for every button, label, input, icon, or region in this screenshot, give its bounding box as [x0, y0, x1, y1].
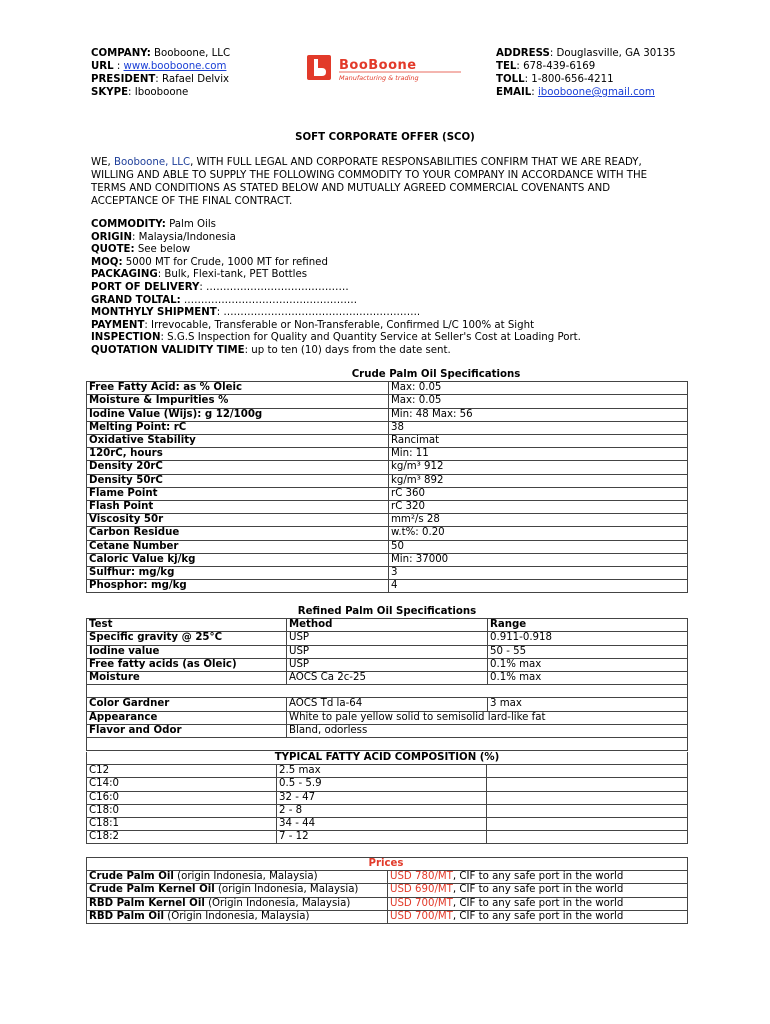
refined-spec-table	[86, 606, 688, 751]
header-right	[496, 47, 676, 99]
website-link[interactable]: www.booboone.com	[123, 61, 227, 72]
table-row: Specific gravity @ 25°C USP 0.911-0.918	[87, 632, 688, 645]
crude-spec-table	[86, 369, 688, 593]
grand-total-line: GRAND TOLTAL: ……………………………………………	[91, 294, 358, 306]
table-row: Color Gardner AOCS Td la-64 3 max	[87, 698, 688, 711]
table-row	[87, 369, 688, 382]
table-row: Oxidative Stability Rancimat	[87, 435, 688, 448]
table-row: Melting Point: rC 38	[87, 421, 688, 434]
table-row: C18:2 7 - 12	[87, 831, 688, 844]
table-row: C18:0 2 - 8	[87, 804, 688, 817]
table-row	[87, 858, 688, 871]
table-row: Density 50rC kg/m³ 892	[87, 474, 688, 487]
table-row: C16:0 32 - 47	[87, 791, 688, 804]
origin-line: ORIGIN: Malaysia/Indonesia	[91, 231, 236, 243]
intro-paragraph: WE, Booboone, LLC, WITH FULL LEGAL AND CORPORATE RESPONSABILITIES CONFIRM THAT WE ARE READY, WILLING AND ABLE TO SUPPLY THE FOLLOWING COMMODITY TO YOUR COMPANY IN ACCORDANCE WITH THE TERMS AND CONDITIONS AS STATED BELOW AND MUTUALLY AGREED COMMERCIAL COVENANTS AND ACCEPTANCE OF THE FINAL CONTRACT.	[91, 157, 648, 207]
price-value: USD 700/MT	[390, 910, 453, 922]
company-line: COMPANY: Booboone, LLC	[91, 48, 231, 59]
table-row: Phosphor: mg/kg 4	[87, 580, 688, 593]
table-row: RBD Palm Kernel Oil (Origin Indonesia, Malaysia) USD 700/MT, CIF to any safe port in the world	[87, 897, 688, 910]
table-row: Flavor and Odor Bland, odorless	[87, 724, 688, 737]
email-line: EMAIL: ibooboone@gmail.com	[496, 87, 655, 98]
address-line: ADDRESS: Douglasville, GA 30135	[496, 48, 676, 59]
price-value: USD 780/MT	[390, 871, 453, 883]
header-left	[91, 47, 230, 99]
table-row: Flame Point rC 360	[87, 487, 688, 500]
table-row: C14:0 0.5 - 5.9	[87, 778, 688, 791]
page-title: SOFT CORPORATE OFFER (SCO)	[295, 132, 475, 143]
table-row: Flash Point rC 320	[87, 501, 688, 514]
table-row: 120rC, hours Min: 11	[87, 448, 688, 461]
quote-line: QUOTE: See below	[91, 244, 191, 256]
url-line: URL : www.booboone.com	[91, 61, 227, 72]
table-row: Moisture AOCS Ca 2c-25 0.1% max	[87, 672, 688, 685]
inspection-line: INSPECTION: S.G.S Inspection for Quality and Quantity Service at Seller's Cost at Loading Port.	[91, 332, 581, 344]
tel-line: TEL: 678-439-6169	[496, 61, 596, 72]
port-line: PORT OF DELIVERY: ……………………………………	[91, 281, 349, 293]
price-value: USD 700/MT	[390, 897, 453, 909]
terms-list	[91, 219, 581, 358]
table-row: Density 20rC kg/m³ 912	[87, 461, 688, 474]
commodity-line: COMMODITY: Palm Oils	[91, 219, 216, 230]
booboone-logo	[305, 52, 465, 84]
table-row: Iodine value USP 50 - 55	[87, 645, 688, 658]
email-link[interactable]: ibooboone@gmail.com	[537, 87, 655, 98]
table-row: Iodine Value (Wijs): g 12/100g Min: 48 Max: 56	[87, 408, 688, 421]
table-row: Moisture & Impurities % Max: 0.05	[87, 395, 688, 408]
packaging-line: PACKAGING: Bulk, Flexi-tank, PET Bottles	[91, 269, 308, 281]
shipment-line: MONTHYLY SHIPMENT: ………………………………………………….	[91, 307, 421, 319]
table-row	[87, 606, 688, 619]
table-row: Caloric Value kj/kg Min: 37000	[87, 553, 688, 566]
skype-line: SKYPE: Ibooboone	[91, 87, 189, 98]
price-value: USD 690/MT	[390, 884, 453, 896]
logo-mark-icon	[305, 52, 465, 84]
toll-line: TOLL: 1-800-656-4211	[496, 74, 614, 85]
table-row	[87, 752, 688, 765]
table-row: Sulfhur: mg/kg 3	[87, 567, 688, 580]
prices-title: Prices	[368, 858, 404, 869]
payment-line: PAYMENT: Irrevocable, Transferable or Non-Transferable, Confirmed L/C 100% at Sight	[91, 319, 535, 331]
table-row: Free fatty acids (as Oleic) USP 0.1% max	[87, 658, 688, 671]
table-row: Crude Palm Kernel Oil (origin Indonesia, Malaysia) USD 690/MT, CIF to any safe port in the world	[87, 884, 688, 897]
fatty-acid-title: TYPICAL FATTY ACID COMPOSITION (%)	[274, 752, 500, 763]
table-row: Appearance White to pale yellow solid to semisolid lard-like fat	[87, 711, 688, 724]
table-row	[87, 685, 688, 698]
svg-text:BooBoone: BooBoone	[339, 58, 417, 73]
table-row: Viscosity 50r mm²/s 28	[87, 514, 688, 527]
table-row	[87, 738, 688, 751]
validity-line: QUOTATION VALIDITY TIME: up to ten (10) days from the date sent.	[91, 344, 451, 356]
moq-line: MOQ: 5000 MT for Crude, 1000 MT for refined	[91, 256, 328, 268]
company-name: Booboone, LLC	[114, 157, 191, 168]
table-row: Cetane Number 50	[87, 540, 688, 553]
crude-spec-title: Crude Palm Oil Specifications	[351, 369, 521, 380]
president-line: PRESIDENT: Rafael Delvix	[91, 74, 230, 85]
refined-spec-title: Refined Palm Oil Specifications	[297, 606, 477, 617]
table-row: Crude Palm Oil (origin Indonesia, Malaysia) USD 780/MT, CIF to any safe port in the world	[87, 871, 688, 884]
table-row: C18:1 34 - 44	[87, 818, 688, 831]
prices-table	[86, 857, 688, 924]
table-row: C12 2.5 max	[87, 765, 688, 778]
svg-text:Manufacturing & trading: Manufacturing & trading	[339, 74, 419, 82]
table-row: RBD Palm Oil (Origin Indonesia, Malaysia) USD 700/MT, CIF to any safe port in the world	[87, 910, 688, 923]
fatty-acid-table	[86, 752, 688, 844]
table-header-row: Test Method Range	[87, 619, 688, 632]
table-row: Free Fatty Acid: as % Oleic Max: 0.05	[87, 382, 688, 395]
table-row: Carbon Residue w.t%: 0.20	[87, 527, 688, 540]
